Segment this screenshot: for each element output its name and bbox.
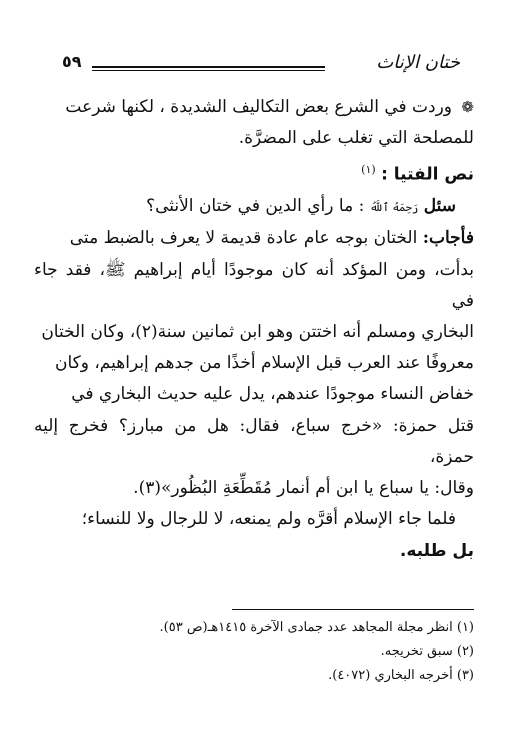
- footnote-ref-1: (١): [361, 163, 376, 177]
- closing-line-1: فلما جاء الإسلام أقرَّه ولم يمنعه، لا للرجال ولا للنساء؛: [81, 509, 456, 530]
- intro-paragraph: [34, 92, 474, 154]
- answer-paragraph: [34, 223, 474, 504]
- closing-line-2: بل طلبه.: [399, 540, 474, 561]
- running-header: [62, 50, 460, 84]
- body-text: [34, 92, 474, 567]
- honorific: رَحِمَهُ ٱللَّهُ: [369, 201, 419, 215]
- flower-ornament-icon: ❁: [461, 98, 474, 116]
- question-line: [34, 191, 474, 223]
- fatwa-heading: نص الفتيا :: [381, 165, 474, 186]
- footnote-1: (١) انظر مجلة المجاهد عدد جمادى الآخرة ١٤١٥هـ(ص ٥٣).: [159, 620, 474, 635]
- answer-line-7: وقال: يا سباع يا ابن أم أنمار مُقَطِّعَةِ البُظُور»(٣).: [133, 478, 474, 499]
- answer-line-2: بدأت، ومن المؤكد أنه كان موجودًا أيام إبراهيم ﷺ، فقد جاء في: [34, 259, 474, 311]
- footnote-3: (٣) أخرجه البخاري (٤٠٧٢).: [328, 668, 474, 683]
- question-text: : ما رأي الدين في ختان الأنثى؟: [146, 196, 365, 217]
- footnotes: [34, 616, 474, 688]
- intro-line-2: للمصلحة التي تغلب على المضرَّة.: [238, 128, 474, 149]
- answer-label: فأجاب:: [422, 228, 474, 249]
- header-rule: [92, 66, 325, 71]
- answer-line-1: الختان بوجه عام عادة قديمة لا يعرف بالضبط متى: [69, 228, 418, 249]
- answer-line-6: قتل حمزة: «خرج سباع، فقال: هل من مبارز؟ فخرج إليه حمزة،: [34, 415, 474, 467]
- page-number: ٥٩: [62, 52, 82, 71]
- answer-line-4: معروفًا عند العرب قبل الإسلام أخذًا من جدهم إبراهيم، وكان: [54, 353, 474, 374]
- footnote-divider: [232, 609, 474, 610]
- question-label: سئل: [423, 196, 456, 217]
- intro-line-1: وردت في الشرع بعض التكاليف الشديدة ، لكنها شرعت: [65, 97, 453, 117]
- answer-line-5: خفاض النساء موجودًا عندهم، يدل عليه حديث البخاري في: [71, 384, 474, 405]
- footnote-2: (٢) سبق تخريجه.: [380, 644, 474, 659]
- answer-line-3: البخاري ومسلم أنه اختتن وهو ابن ثمانين سنة(٢)، وكان الختان: [41, 322, 474, 343]
- closing-paragraph: [34, 504, 474, 566]
- fatwa-heading-line: [34, 154, 474, 191]
- chapter-title: ختان الإناث: [376, 52, 460, 73]
